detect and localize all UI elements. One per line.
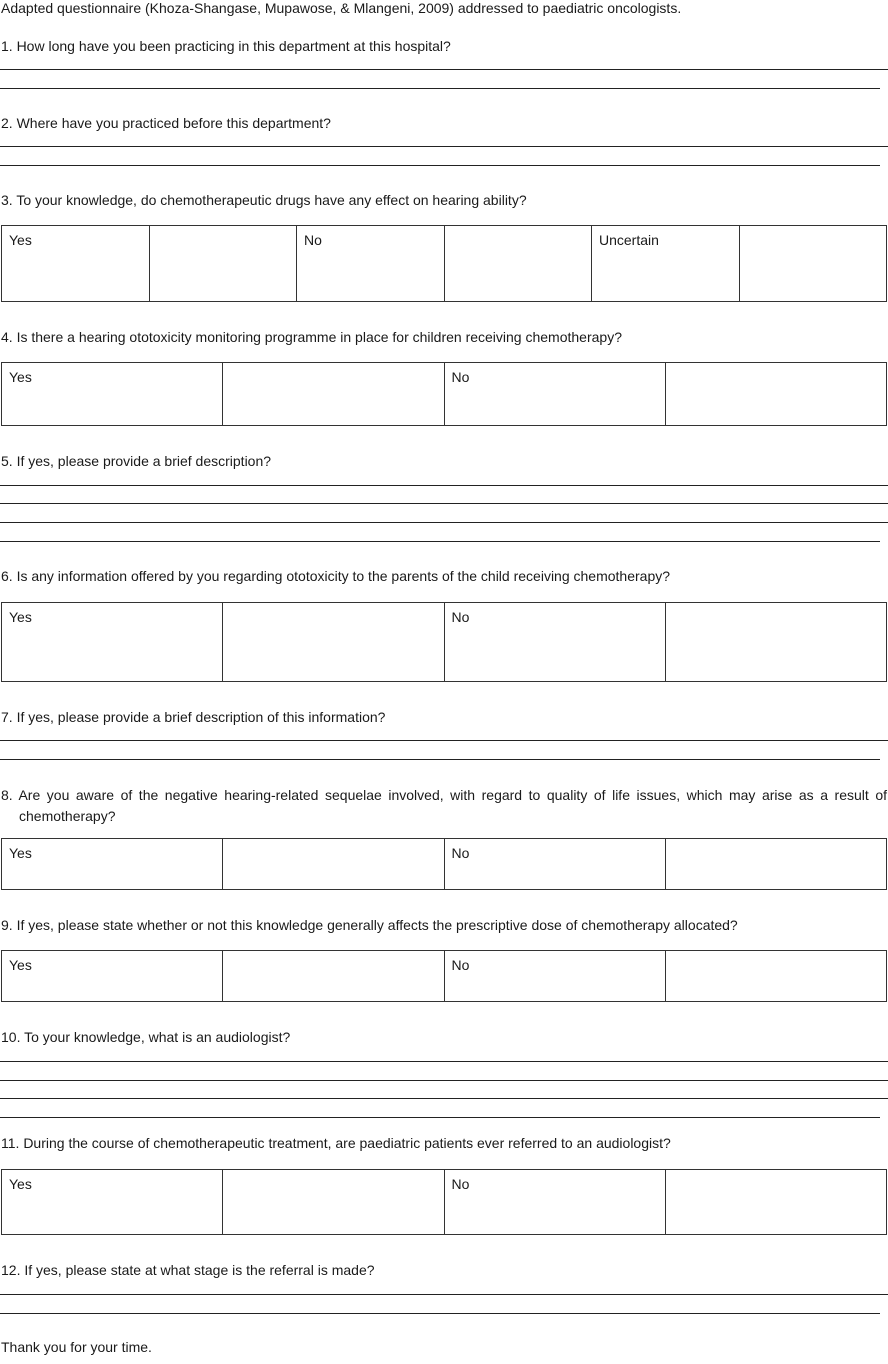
answer-line[interactable] [0, 69, 888, 70]
option-checkbox-yes[interactable] [149, 226, 297, 302]
option-label-no: No [444, 603, 665, 682]
question-12: 12. If yes, please state at what stage is the referral is made? [1, 1262, 375, 1278]
option-label-no: No [444, 1170, 665, 1235]
answer-table-q4 [1, 362, 887, 426]
question-10: 10. To your knowledge, what is an audiologist? [1, 1029, 291, 1045]
option-checkbox-uncertain[interactable] [739, 226, 887, 302]
answer-line[interactable] [0, 522, 888, 523]
option-label-yes: Yes [2, 951, 223, 1002]
answer-table-q8 [1, 838, 887, 890]
answer-line[interactable] [0, 740, 888, 741]
option-label-yes: Yes [2, 839, 223, 890]
option-label-yes: Yes [2, 603, 223, 682]
question-7: 7. If yes, please provide a brief description of this information? [1, 709, 386, 725]
answer-table-q6 [1, 602, 887, 682]
answer-line[interactable] [0, 88, 880, 89]
answer-line[interactable] [0, 485, 888, 486]
answer-table-q9 [1, 950, 887, 1002]
question-6: 6. Is any information offered by you regarding ototoxicity to the parents of the child receiving chemotherapy? [1, 568, 671, 584]
answer-line[interactable] [0, 1098, 888, 1099]
option-label-no: No [444, 951, 665, 1002]
answer-line[interactable] [0, 541, 880, 542]
question-5: 5. If yes, please provide a brief description? [1, 453, 272, 469]
answer-table-q3 [1, 225, 887, 302]
answer-line[interactable] [0, 1061, 888, 1062]
intro-text: Adapted questionnaire (Khoza-Shangase, Mupawose, & Mlangeni, 2009) addressed to paediatric oncologists. [1, 0, 682, 16]
answer-line[interactable] [0, 165, 880, 166]
question-1: 1. How long have you been practicing in this department at this hospital? [1, 38, 451, 54]
answer-line[interactable] [0, 146, 888, 147]
answer-line[interactable] [0, 1080, 888, 1081]
option-checkbox-yes[interactable] [223, 603, 444, 682]
question-3: 3. To your knowledge, do chemotherapeutic drugs have any effect on hearing ability? [1, 192, 527, 208]
question-2: 2. Where have you practiced before this department? [1, 115, 331, 131]
option-checkbox-no[interactable] [665, 839, 886, 890]
answer-line[interactable] [0, 759, 880, 760]
option-checkbox-yes[interactable] [223, 1170, 444, 1235]
answer-line[interactable] [0, 1117, 880, 1118]
answer-line[interactable] [0, 1313, 880, 1314]
option-label-yes: Yes [2, 363, 223, 426]
answer-table-q11 [1, 1169, 887, 1235]
question-8: 8. Are you aware of the negative hearing-related sequelae involved, with regard to quality of life issues, which may arise as a result of chemotherapy? [1, 787, 887, 824]
option-label-no: No [444, 363, 665, 426]
option-label-yes: Yes [2, 226, 150, 302]
option-checkbox-no[interactable] [665, 1170, 886, 1235]
option-label-uncertain: Uncertain [592, 226, 740, 302]
option-checkbox-yes[interactable] [223, 363, 444, 426]
option-label-no: No [297, 226, 445, 302]
option-checkbox-yes[interactable] [223, 951, 444, 1002]
option-checkbox-no[interactable] [665, 363, 886, 426]
option-checkbox-yes[interactable] [223, 839, 444, 890]
question-11: 11. During the course of chemotherapeutic treatment, are paediatric patients ever referred to an audiologist? [1, 1135, 671, 1151]
option-label-no: No [444, 839, 665, 890]
answer-line[interactable] [0, 1294, 888, 1295]
option-label-yes: Yes [2, 1170, 223, 1235]
question-9: 9. If yes, please state whether or not this knowledge generally affects the prescriptive dose of chemotherapy allocated? [1, 917, 738, 933]
answer-line[interactable] [0, 503, 888, 504]
question-4: 4. Is there a hearing ototoxicity monitoring programme in place for children receiving chemotherapy? [1, 329, 622, 345]
option-checkbox-no[interactable] [665, 603, 886, 682]
option-checkbox-no[interactable] [444, 226, 592, 302]
closing-text: Thank you for your time. [1, 1339, 152, 1355]
option-checkbox-no[interactable] [665, 951, 886, 1002]
